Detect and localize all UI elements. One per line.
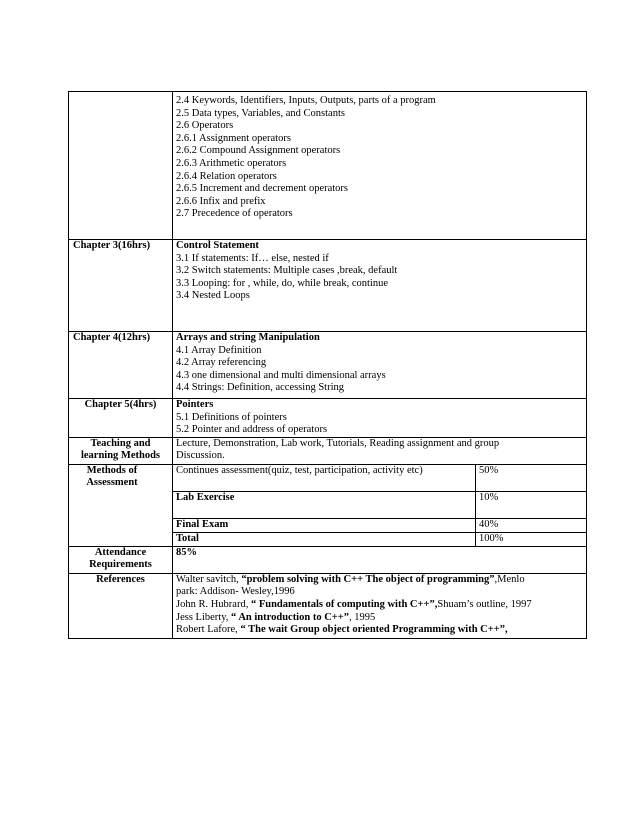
attendance-label-line: Attendance — [94, 546, 147, 558]
assessment-label-line: Methods of — [86, 464, 138, 476]
list-item: 2.6 Operators — [176, 120, 234, 132]
list-item: 5.1 Definitions of pointers — [176, 411, 287, 423]
list-item: 4.3 one dimensional and multi dimensional arrays — [176, 369, 386, 381]
table-row — [69, 546, 587, 573]
list-item: 3.1 If statements: If… else, nested if — [176, 252, 329, 264]
list-item: 4.4 Strings: Definition, accessing String — [176, 382, 344, 394]
table-row — [69, 437, 587, 464]
teaching-label — [69, 437, 173, 464]
reference-author: Jess Liberty, — [176, 611, 232, 623]
assessment-total-value: 100% — [476, 532, 587, 546]
attendance-value: 85% — [173, 546, 587, 573]
list-item: 2.5 Data types, Variables, and Constants — [176, 107, 345, 119]
teaching-text: Lecture, Demonstration, Lab work, Tutorials, Reading assignment and group — [176, 437, 500, 449]
assessment-item-value: 50% — [476, 464, 587, 491]
table-row — [69, 332, 587, 399]
assessment-item-name: Continues assessment(quiz, test, participation, activity etc) — [173, 464, 476, 491]
teaching-content — [173, 437, 587, 464]
list-item: 2.6.5 Increment and decrement operators — [176, 183, 349, 195]
course-syllabus-table — [68, 91, 587, 639]
table-row — [69, 573, 587, 638]
reference-item — [176, 574, 583, 587]
reference-item — [176, 612, 583, 625]
list-item: 3.3 Looping: for , while, do, while break, continue — [176, 277, 388, 289]
list-item: 2.6.1 Assignment operators — [176, 132, 291, 144]
assessment-item-name: Lab Exercise — [173, 491, 476, 518]
reference-title: “problem solving with C++ The object of programming” — [241, 573, 495, 585]
table-row — [69, 464, 587, 491]
table-row — [69, 92, 587, 240]
chapter4-label: Chapter 4(12hrs) — [69, 332, 173, 399]
table-row — [69, 399, 587, 438]
teaching-label-line: Teaching and — [90, 437, 151, 449]
chapter5-title: Pointers — [176, 399, 214, 410]
reference-publisher: , 1995 — [349, 611, 376, 623]
reference-author: John R. Hubrard, — [176, 598, 251, 610]
reference-item: park: Addison- Wesley,1996 — [176, 586, 295, 598]
reference-item — [176, 624, 583, 637]
chapter5-label: Chapter 5(4hrs) — [69, 399, 173, 438]
list-item: 4.1 Array Definition — [176, 344, 262, 356]
chapter2-topics-cell — [173, 92, 587, 240]
assessment-total-name: Total — [173, 532, 476, 546]
assessment-item-name: Final Exam — [173, 518, 476, 532]
list-item: 4.2 Array referencing — [176, 357, 267, 369]
chapter3-label: Chapter 3(16hrs) — [69, 240, 173, 332]
list-item: 3.4 Nested Loops — [176, 290, 250, 302]
list-item: 3.2 Switch statements: Multiple cases ,break, default — [176, 265, 398, 277]
reference-title: “ An introduction to C++” — [231, 611, 349, 623]
list-item: 2.6.3 Arithmetic operators — [176, 157, 287, 169]
list-item: 2.6.6 Infix and prefix — [176, 195, 266, 207]
reference-title: “ Fundamentals of computing with C++”, — [250, 598, 438, 610]
attendance-label — [69, 546, 173, 573]
references-label: References — [69, 573, 173, 638]
row-label-cell — [69, 92, 173, 240]
chapter3-title: Control Statement — [176, 240, 259, 251]
reference-author: Robert Lafore, — [176, 624, 241, 636]
table-row — [69, 240, 587, 332]
list-item: 2.4 Keywords, Identifiers, Inputs, Outputs, parts of a program — [176, 95, 436, 106]
teaching-label-line: learning Methods — [80, 450, 161, 462]
list-item: 5.2 Pointer and address of operators — [176, 424, 328, 436]
list-item: 2.6.4 Relation operators — [176, 170, 277, 182]
chapter3-content — [173, 240, 587, 332]
references-content — [173, 573, 587, 638]
reference-publisher: ,Menlo — [494, 573, 525, 585]
reference-title: “ The wait Group object oriented Programming with C++”, — [240, 624, 508, 636]
reference-publisher: Shuam’s outline, 1997 — [437, 598, 532, 610]
assessment-label-line: Assessment — [86, 477, 138, 489]
assessment-label — [69, 464, 173, 546]
reference-item — [176, 599, 583, 612]
chapter5-content — [173, 399, 587, 438]
reference-author: Walter savitch, — [176, 573, 242, 585]
chapter4-title: Arrays and string Manipulation — [176, 332, 320, 343]
list-item: 2.6.2 Compound Assignment operators — [176, 145, 341, 157]
teaching-text: Discussion. — [176, 450, 225, 462]
assessment-item-value: 10% — [476, 491, 587, 518]
attendance-label-line: Requirements — [89, 559, 152, 571]
chapter4-content — [173, 332, 587, 399]
assessment-item-value: 40% — [476, 518, 587, 532]
list-item: 2.7 Precedence of operators — [176, 208, 293, 220]
